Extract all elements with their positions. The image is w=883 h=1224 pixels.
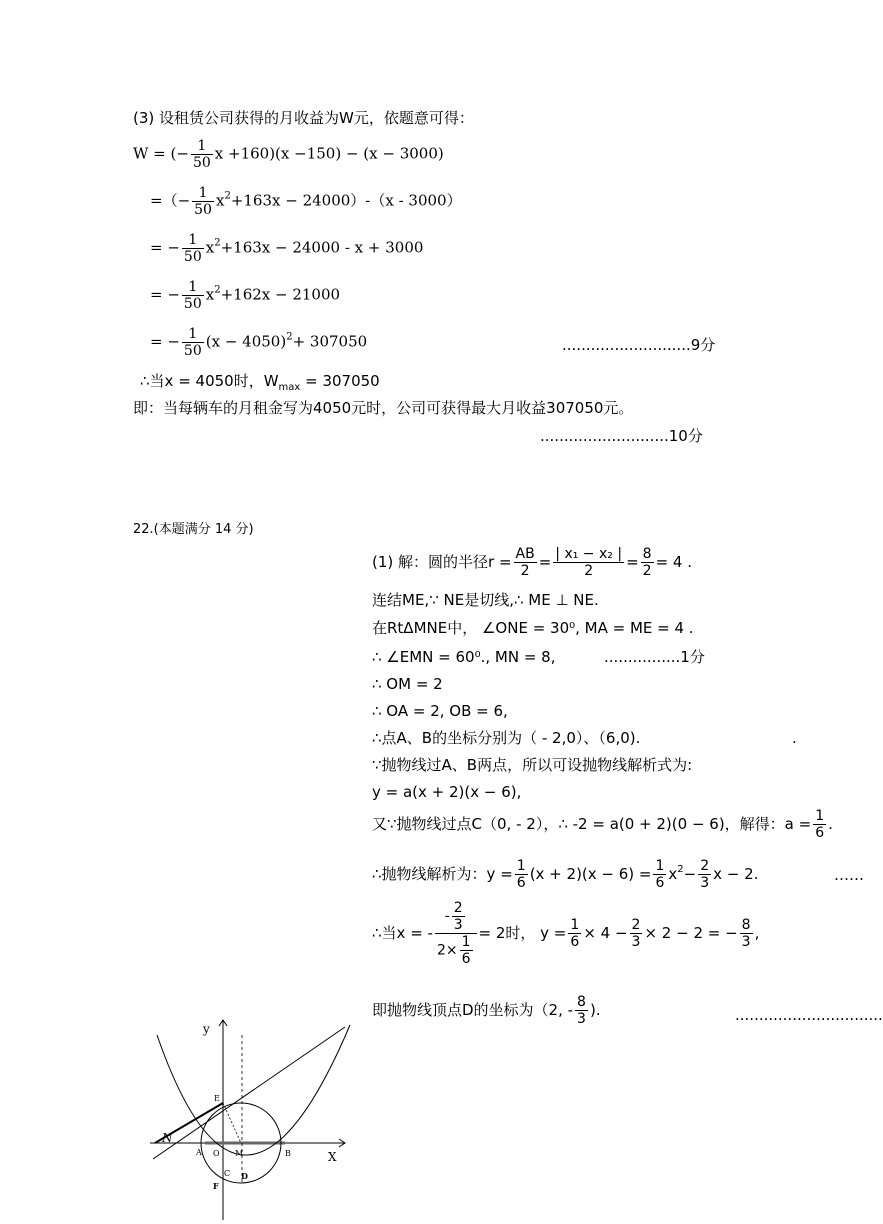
frac-num: 8: [741, 917, 751, 933]
frac-num: 1: [188, 232, 198, 248]
eq5-suffix: + 307050: [292, 332, 368, 351]
q22-line-2: 连结ME,∵ NE是切线,∴ ME ⊥ NE.: [372, 591, 599, 609]
part3-equation-2: [150, 185, 462, 218]
fraction: [515, 858, 528, 891]
part3-intro: (3) 设租赁公司获得的月收益为W元，依题意可得：: [133, 109, 474, 127]
part3-equation-5: [150, 326, 367, 359]
exponent: 2: [224, 190, 231, 202]
frac-den: 6: [461, 951, 471, 967]
label-d: D: [241, 1171, 248, 1181]
eq5-prefix: = −: [150, 332, 180, 351]
q22-line-8: ∵抛物线过A、B两点，所以可设抛物线解析式为:: [372, 756, 693, 774]
l11-suffix: x − 2.: [713, 865, 759, 883]
frac-den: 3: [577, 1011, 586, 1027]
part3-therefore: [140, 372, 380, 397]
part3-conclusion: 即：当每辆车的月租金写为4050元时，公司可获得最大月收益307050元。: [133, 399, 634, 417]
label-a: A: [196, 1148, 202, 1157]
fraction: [514, 546, 537, 579]
eq5-mid: (x − 4050): [205, 332, 287, 351]
exponent: 2: [214, 237, 221, 249]
compound-fraction: [435, 900, 477, 967]
q22-line-10: [372, 808, 833, 841]
frac-den: 6: [570, 934, 580, 950]
part3-equation-3: [150, 232, 423, 265]
compound-num: [435, 900, 477, 933]
l12-suffix: ,: [754, 924, 760, 942]
label-n: N: [162, 1131, 173, 1145]
fraction: [740, 917, 753, 950]
exponent: 2: [677, 864, 684, 875]
frac-den: 3: [631, 934, 641, 950]
eq3-mid: x: [205, 238, 215, 257]
label-m: M: [235, 1149, 244, 1158]
frac-den: 3: [700, 875, 710, 891]
l12-mid3: × 2 − 2 = −: [644, 924, 738, 942]
fraction: [698, 858, 711, 891]
l11-prefix: ∴抛物线解析为：y =: [372, 865, 513, 883]
l11-mid1: (x + 2)(x − 6) =: [529, 865, 652, 883]
q22-line-7: ∴点A、B的坐标分别为（ - 2,0）、（6,0).: [372, 729, 641, 747]
label-x: X: [328, 1150, 337, 1164]
part3-equation-1: [133, 138, 444, 171]
label-o: O: [213, 1149, 220, 1158]
parabola-circle-figure: [145, 1015, 360, 1224]
frac-num: 1: [188, 326, 198, 342]
q22-line-12: [372, 900, 759, 967]
frac-den: 6: [655, 875, 665, 891]
frac-den: 2: [514, 562, 537, 579]
l11-mid2: x: [668, 865, 678, 883]
frac-num: 1: [815, 808, 825, 824]
fraction: [553, 546, 624, 579]
frac-num: 2: [453, 900, 463, 916]
score-9: ...........................9分: [562, 336, 716, 354]
subscript-max: max: [278, 382, 301, 393]
therefore-suffix: = 307050: [305, 372, 380, 390]
fraction: [182, 232, 204, 265]
frac-num: 8: [642, 546, 652, 562]
den-prefix: 2×: [436, 942, 458, 959]
therefore-prefix: ∴当x = 4050时，W: [140, 372, 279, 390]
fraction: [653, 858, 666, 891]
label-y: y: [203, 1022, 210, 1036]
frac-num: AB: [515, 546, 535, 562]
frac-num: 2: [631, 917, 641, 933]
q22-line-3: 在RtΔMNE中， ∠ONE = 30⁰, MA = ME = 4 .: [372, 619, 694, 637]
fraction: [641, 546, 654, 579]
fraction: [452, 900, 465, 933]
q22-header: 22.(本题满分 14 分): [133, 522, 254, 537]
frac-num: 2: [700, 858, 710, 874]
score-1: ................1分: [604, 648, 705, 666]
q22-line-11: [372, 858, 758, 891]
fraction: [813, 808, 826, 841]
frac-num: | x₁ − x₂ |: [555, 546, 623, 562]
fraction: [630, 917, 643, 950]
frac-num: 1: [461, 934, 471, 950]
eq2-mid: x: [215, 191, 225, 210]
frac-num: 1: [197, 138, 207, 154]
exponent: 2: [286, 331, 293, 343]
l10-suffix: .: [828, 815, 833, 833]
frac-den: 2: [553, 562, 624, 579]
part3-equation-4: [150, 279, 340, 312]
fraction: [182, 279, 204, 312]
l12-prefix: ∴当x = -: [372, 924, 433, 942]
label-f: F: [213, 1181, 219, 1191]
q22-line-1: (1) 解：圆的半径r = $\frac{AB}{2}$ = $\frac{\text{| x₁ − x₂ |}}{2}$ = $\frac{8}{2}$ = 4 .: [372, 546, 692, 579]
q22-line-5: ∴ OM = 2: [372, 675, 443, 693]
frac-den: 50: [183, 249, 202, 265]
eq3-prefix: = −: [150, 238, 180, 257]
fraction: [182, 326, 204, 359]
frac-den: 3: [453, 917, 463, 933]
frac-den: 6: [815, 825, 825, 841]
l1-prefix: (1) 解：圆的半径r =: [372, 553, 512, 571]
fraction: [575, 994, 588, 1027]
frac-den: 6: [516, 875, 526, 891]
fraction: [568, 917, 581, 950]
q22-line-9: y = a(x + 2)(x − 6),: [372, 783, 522, 801]
frac-den: 2: [642, 563, 652, 579]
label-c: C: [224, 1169, 231, 1178]
eq2-prefix: =（−: [150, 191, 191, 210]
q22-line-13: [372, 994, 601, 1027]
l10-prefix: 又∵抛物线过点C（0, - 2），∴ -2 = a(0 + 2)(0 − 6)，解得：a =: [372, 815, 812, 833]
fraction: [191, 138, 213, 171]
frac-num: 1: [570, 917, 580, 933]
frac-num: 1: [188, 279, 198, 295]
frac-den: 3: [741, 934, 751, 950]
q22-line-11-dots: ……: [834, 866, 864, 884]
frac-den: 50: [194, 202, 212, 218]
frac-num: 1: [198, 185, 208, 201]
eq3-suffix: +163x − 24000 - x + 3000: [220, 238, 424, 257]
score-10: ...........................10分: [540, 427, 703, 445]
eq2-suffix: +163x − 24000）-（x - 3000）: [230, 191, 462, 210]
eq4-mid: x: [205, 285, 215, 304]
l13-prefix: 即抛物线顶点D的坐标为（2, -: [372, 1001, 574, 1019]
eq4-suffix: +162x − 21000: [220, 285, 341, 304]
frac-num: 8: [577, 994, 586, 1010]
q22-line-4: ∴ ∠EMN = 60⁰., MN = 8,: [372, 648, 556, 666]
q22-line-6: ∴ OA = 2, OB = 6,: [372, 702, 508, 720]
minus-sign: -: [444, 908, 450, 925]
l11-mid3: −: [683, 865, 697, 883]
label-e: E: [214, 1094, 220, 1103]
frac-den: 50: [192, 155, 211, 171]
exponent: 2: [214, 284, 221, 296]
compound-den: [435, 933, 477, 967]
l12-mid2: × 4 −: [583, 924, 628, 942]
frac-num: 1: [516, 858, 526, 874]
frac-den: 50: [183, 343, 202, 359]
fraction: [460, 934, 473, 967]
l13-suffix: ).: [589, 1001, 601, 1019]
l1-suffix: = 4 .: [655, 553, 692, 571]
frac-num: 1: [655, 858, 665, 874]
q22-line-7-dot: .: [792, 729, 797, 747]
eq1-suffix: x +160)(x −150) − (x − 3000): [214, 144, 444, 163]
eq1-prefix: W = (−: [133, 144, 189, 163]
l12-mid: = 2时， y =: [478, 924, 567, 942]
eq4-prefix: = −: [150, 285, 180, 304]
frac-den: 50: [183, 296, 202, 312]
fraction: [192, 185, 214, 218]
label-b: B: [285, 1149, 291, 1158]
score-dots-end: ...............................: [735, 1006, 883, 1024]
